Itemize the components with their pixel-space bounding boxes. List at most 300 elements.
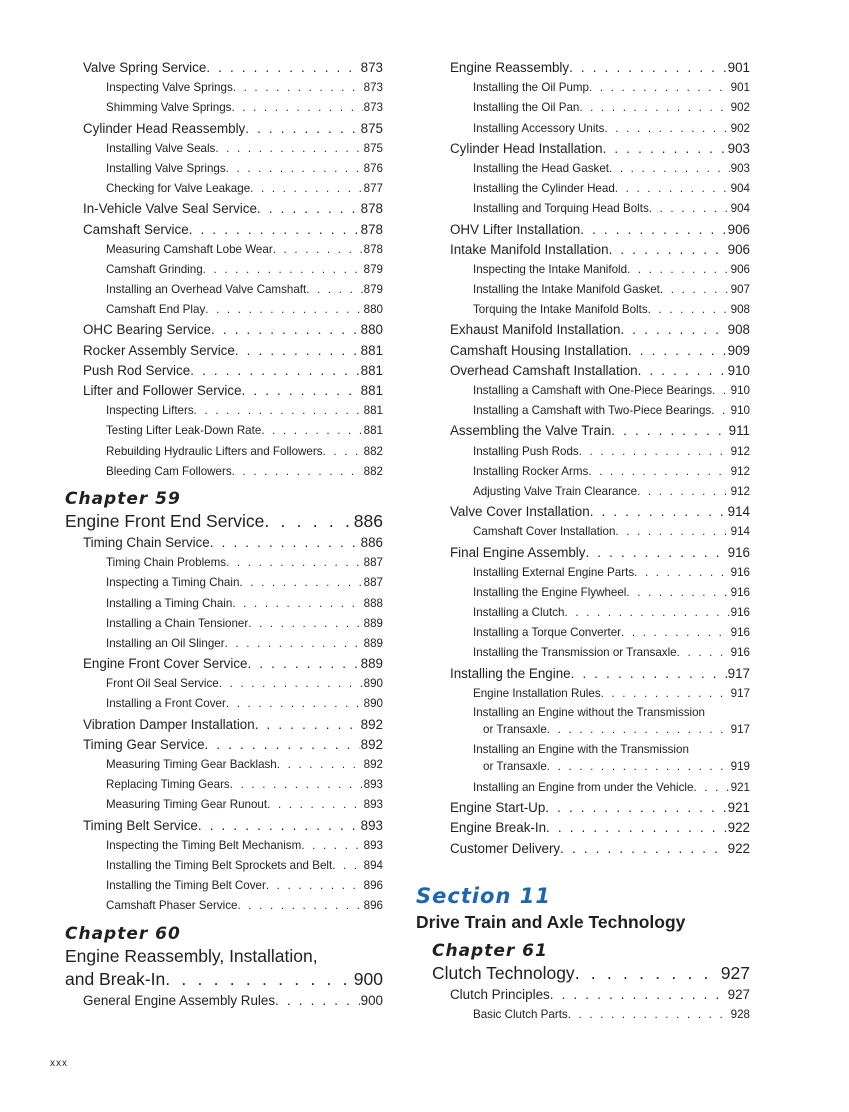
page-number: 906: [730, 262, 750, 276]
entry-title: Installing the Cylinder Head: [473, 182, 615, 196]
dot-leader: [301, 836, 362, 856]
entry-title: Installing a Timing Chain: [106, 596, 233, 610]
entry-title: Inspecting Valve Springs: [106, 81, 233, 95]
entry-title: Timing Chain Problems: [106, 556, 227, 570]
toc-entry[interactable]: [65, 341, 383, 361]
toc-entry[interactable]: [65, 816, 383, 836]
toc-entry[interactable]: [416, 818, 750, 838]
entry-title: Final Engine Assembly: [450, 544, 586, 560]
page-number: 912: [730, 464, 750, 478]
dot-leader: [571, 664, 727, 684]
toc-subentry[interactable]: [65, 462, 383, 482]
toc-entry[interactable]: [65, 533, 383, 553]
dot-leader: [189, 220, 360, 240]
toc-subentry[interactable]: [416, 199, 750, 219]
dot-leader: [210, 533, 360, 553]
page-number: 889: [363, 636, 383, 650]
dot-leader: [266, 876, 363, 896]
dot-leader: [248, 614, 362, 634]
page-number: 912: [730, 444, 750, 458]
toc-subentry[interactable]: [416, 280, 750, 300]
entry-title: Valve Spring Service: [83, 60, 207, 75]
page-number: 910: [730, 404, 750, 418]
entry-title: Torquing the Intake Manifold Bolts: [473, 303, 648, 317]
entry-title: Push Rod Service: [83, 362, 191, 378]
page-number: 900: [353, 968, 383, 989]
entry-title: Measuring Camshaft Lobe Wear: [106, 242, 273, 256]
toc-entry[interactable]: [416, 798, 750, 818]
dot-leader: [205, 300, 362, 320]
dot-leader: [546, 818, 727, 838]
page-number: 893: [363, 838, 383, 852]
dot-leader: [660, 280, 730, 300]
toc-subentry[interactable]: [416, 381, 750, 401]
entry-title: Customer Delivery: [450, 840, 561, 856]
dot-leader: [273, 240, 363, 260]
dot-leader: [264, 510, 352, 533]
toc-list: [65, 991, 383, 1011]
entry-title: Rebuilding Hydraulic Lifters and Followers: [106, 444, 323, 458]
page-number: 916: [730, 565, 750, 579]
entry-title: OHC Bearing Service: [83, 322, 212, 338]
toc-entry[interactable]: [65, 119, 383, 139]
entry-title: Valve Cover Installation: [450, 504, 590, 520]
toc-subentry[interactable]: [416, 1005, 750, 1025]
dot-leader: [711, 401, 729, 421]
toc-subentry[interactable]: [65, 300, 383, 320]
page-number: 892: [360, 716, 383, 732]
dot-leader: [230, 775, 363, 795]
toc-subentry[interactable]: [65, 674, 383, 694]
page-number: 873: [363, 101, 383, 115]
page-number: 892: [360, 736, 383, 752]
page-number: 878: [360, 221, 383, 237]
entry-title: Installing the Timing Belt Sprockets and Belt: [106, 858, 333, 872]
page-number: 906: [727, 241, 750, 257]
entry-title: Installing and Torquing Head Bolts: [473, 202, 649, 216]
page-number: 889: [360, 656, 383, 672]
toc-list: [416, 58, 750, 859]
dot-leader: [648, 300, 730, 320]
entry-title-continuation-row: [473, 758, 750, 776]
toc-subentry[interactable]: [416, 98, 750, 118]
toc-entry[interactable]: [416, 220, 750, 240]
toc-subentry[interactable]: [416, 741, 750, 778]
page-folio: xxx: [50, 1058, 68, 1069]
toc-entry[interactable]: [65, 58, 383, 78]
toc-subentry[interactable]: [65, 260, 383, 280]
page-number: 916: [730, 606, 750, 620]
toc-left-column: [65, 58, 383, 1011]
page-number: 890: [363, 697, 383, 711]
page-number: 917: [730, 723, 750, 736]
dot-leader: [589, 78, 730, 98]
entry-title-continuation: or Transaxle: [483, 760, 547, 773]
entry-title: Installing the Oil Pump: [473, 81, 589, 95]
entry-title: Camshaft Service: [83, 221, 189, 237]
page-number: 901: [730, 81, 750, 95]
toc-subentry[interactable]: [65, 694, 383, 714]
dot-leader: [603, 139, 727, 159]
toc-subentry[interactable]: [416, 442, 750, 462]
toc-entry[interactable]: [416, 240, 750, 260]
entry-title: Timing Belt Service: [83, 817, 198, 833]
section-11-title: Drive Train and Axle Technology: [416, 911, 686, 932]
page-number: 907: [730, 283, 750, 297]
entry-title: Installing a Chain Tensioner: [106, 616, 249, 630]
page-number: 881: [360, 383, 383, 398]
toc-subentry[interactable]: [65, 442, 383, 462]
dot-leader: [232, 462, 363, 482]
entry-title: Installing the Timing Belt Cover: [106, 879, 266, 893]
dot-leader: [257, 199, 360, 219]
entry-title: Installing the Intake Manifold Gasket: [473, 283, 660, 297]
dot-leader: [547, 721, 730, 739]
dot-leader: [225, 634, 363, 654]
dot-leader: [235, 341, 360, 361]
entry-title: Basic Clutch Parts: [473, 1007, 568, 1021]
page-number: 879: [363, 262, 383, 276]
toc-subentry[interactable]: [416, 603, 750, 623]
entry-title: In-Vehicle Valve Seal Service: [83, 201, 257, 217]
dot-leader: [565, 603, 730, 623]
entry-title-continuation-row: [473, 721, 750, 739]
toc-subentry[interactable]: [416, 401, 750, 421]
toc-entry[interactable]: [65, 320, 383, 340]
toc-subentry[interactable]: [416, 300, 750, 320]
entry-title: Bleeding Cam Followers: [106, 464, 232, 478]
toc-subentry[interactable]: [416, 78, 750, 98]
chapter-60-title-line1: Engine Reassembly, Installation,: [65, 945, 318, 966]
entry-title: Timing Gear Service: [83, 736, 205, 752]
chapter-61-title-entry[interactable]: [416, 962, 750, 985]
entry-title: Camshaft Housing Installation: [450, 342, 628, 358]
dot-leader: [637, 482, 730, 502]
entry-title: Exhaust Manifold Installation: [450, 322, 621, 338]
entry-title: Inspecting Lifters: [106, 404, 194, 418]
page-number: 873: [363, 81, 383, 95]
entry-title: Assembling the Valve Train: [450, 423, 612, 439]
toc-subentry[interactable]: [416, 623, 750, 643]
dot-leader: [621, 623, 730, 643]
page-number: 886: [353, 510, 383, 531]
page-number: 881: [360, 362, 383, 378]
entry-title: Installing the Engine: [450, 665, 571, 681]
page-number: 906: [727, 221, 750, 237]
toc-subentry[interactable]: [65, 573, 383, 593]
dot-leader: [712, 381, 730, 401]
dot-leader: [609, 240, 727, 260]
dot-leader: [211, 320, 360, 340]
toc-entry[interactable]: [416, 664, 750, 684]
toc-entry[interactable]: [65, 199, 383, 219]
page-number: 879: [363, 283, 383, 297]
toc-subentry[interactable]: [65, 78, 383, 98]
toc-subentry[interactable]: [65, 775, 383, 795]
dot-leader: [547, 758, 730, 776]
page-number: 886: [360, 534, 383, 550]
entry-title: General Engine Assembly Rules: [83, 992, 276, 1008]
chapter-60-title-entry[interactable]: [65, 968, 383, 991]
page-number: 928: [730, 1007, 750, 1021]
entry-title: Inspecting a Timing Chain: [106, 576, 240, 590]
page-number: 927: [727, 986, 750, 1002]
toc-subentry[interactable]: [416, 522, 750, 542]
page-number: 878: [363, 242, 383, 256]
dot-leader: [649, 199, 730, 219]
toc-subentry[interactable]: [416, 179, 750, 199]
chapter-title: Clutch Technology: [432, 962, 575, 983]
toc-subentry[interactable]: [416, 643, 750, 663]
page-number: 922: [727, 820, 750, 836]
entry-title: Engine Start-Up: [450, 800, 546, 816]
entry-title: Installing Valve Springs: [106, 161, 226, 175]
dot-leader: [194, 401, 363, 421]
dot-leader: [190, 361, 359, 381]
entry-title: Clutch Principles: [450, 986, 550, 1002]
chapter-title: Engine Front End Service: [65, 510, 265, 531]
entry-title: Engine Reassembly: [450, 60, 570, 75]
entry-title: Installing the Head Gasket: [473, 161, 609, 175]
toc-subentry[interactable]: [65, 614, 383, 634]
dot-leader: [275, 991, 360, 1011]
page-number: 875: [360, 120, 383, 136]
dot-leader: [604, 119, 729, 139]
dot-leader: [203, 260, 363, 280]
entry-title: Installing Valve Seals: [106, 141, 216, 155]
dot-leader: [267, 795, 363, 815]
dot-leader: [627, 260, 730, 280]
page-number: 896: [363, 879, 383, 893]
toc-subentry[interactable]: [65, 139, 383, 159]
page-number: 873: [360, 60, 383, 75]
page-number: 881: [363, 424, 383, 438]
toc-subentry[interactable]: [65, 98, 383, 118]
toc-subentry[interactable]: [416, 778, 750, 798]
entry-title: Cylinder Head Reassembly: [83, 120, 246, 136]
toc-subentry[interactable]: [416, 563, 750, 583]
toc-entry[interactable]: [65, 654, 383, 674]
page-number: 921: [727, 800, 750, 816]
toc-subentry[interactable]: [416, 260, 750, 280]
dot-leader: [247, 654, 359, 674]
dot-leader: [233, 78, 363, 98]
toc-entry[interactable]: [416, 139, 750, 159]
entry-title: Measuring Timing Gear Backlash: [106, 758, 277, 771]
toc-entry[interactable]: [65, 381, 383, 401]
toc-subentry[interactable]: [65, 421, 383, 441]
toc-list: [65, 533, 383, 917]
entry-title: Camshaft Phaser Service: [106, 899, 238, 913]
toc-entry[interactable]: [416, 341, 750, 361]
toc-subentry[interactable]: [65, 240, 383, 260]
toc-entry[interactable]: [416, 320, 750, 340]
toc-subentry[interactable]: [416, 119, 750, 139]
toc-subentry[interactable]: [65, 876, 383, 896]
page-number: 917: [727, 665, 750, 681]
page-number: 903: [727, 140, 750, 156]
page-number: 917: [730, 686, 750, 700]
entry-title: Inspecting the Timing Belt Mechanism: [106, 838, 302, 852]
dot-leader: [580, 220, 726, 240]
toc-subentry[interactable]: [65, 856, 383, 876]
toc-subentry[interactable]: [416, 159, 750, 179]
page-number: 893: [363, 778, 383, 792]
dot-leader: [261, 421, 362, 441]
entry-title: Installing Accessory Units: [473, 121, 605, 135]
entry-title: Installing the Engine Flywheel: [473, 585, 627, 599]
page-number: 880: [363, 303, 383, 317]
dot-leader: [569, 58, 727, 78]
toc-entry[interactable]: [65, 361, 383, 381]
dot-leader: [219, 674, 363, 694]
toc-subentry[interactable]: [65, 401, 383, 421]
toc-subentry[interactable]: [416, 583, 750, 603]
toc-subentry[interactable]: [416, 462, 750, 482]
entry-title: Shimming Valve Springs: [106, 101, 232, 115]
dot-leader: [626, 583, 729, 603]
dot-leader: [231, 98, 362, 118]
dot-leader: [323, 442, 363, 462]
page-number: 890: [363, 677, 383, 691]
toc-subentry[interactable]: [65, 755, 383, 775]
entry-title: Installing Rocker Arms: [473, 464, 589, 478]
entry-title: Overhead Camshaft Installation: [450, 362, 638, 378]
page-number: 916: [727, 544, 750, 560]
page-number: 908: [727, 322, 750, 338]
page-number: 887: [363, 556, 383, 570]
entry-title: Checking for Valve Leakage: [106, 182, 251, 196]
entry-title: Inspecting the Intake Manifold: [473, 262, 628, 276]
dot-leader: [226, 553, 363, 573]
entry-title: Timing Chain Service: [83, 534, 210, 550]
toc-subentry[interactable]: [65, 594, 383, 614]
page-number: 919: [730, 760, 750, 773]
entry-title: Camshaft End Play: [106, 303, 206, 317]
toc-entry[interactable]: [416, 543, 750, 563]
dot-leader: [615, 179, 730, 199]
entry-title: Installing an Engine without the Transmission: [473, 706, 706, 719]
toc-subentry[interactable]: [65, 634, 383, 654]
toc-subentry[interactable]: [65, 159, 383, 179]
toc-entry[interactable]: [65, 735, 383, 755]
dot-leader: [585, 543, 726, 563]
page-number: 904: [730, 202, 750, 216]
toc-subentry[interactable]: [65, 795, 383, 815]
page-number: 916: [730, 626, 750, 640]
toc-entry[interactable]: [416, 421, 750, 441]
page-number: 882: [363, 464, 383, 478]
toc-entry[interactable]: [416, 361, 750, 381]
page-number: 914: [730, 525, 750, 539]
entry-title: Installing a Camshaft with One-Piece Bearings: [473, 384, 713, 397]
dot-leader: [560, 839, 727, 859]
page-number: 916: [730, 585, 750, 599]
entry-title: Installing a Clutch: [473, 606, 565, 620]
dot-leader: [226, 694, 363, 714]
toc-entry[interactable]: [416, 839, 750, 859]
dot-leader: [277, 755, 363, 775]
section-11-label: Section 11: [416, 883, 551, 908]
page-number: 900: [360, 992, 383, 1008]
entry-title: Installing a Torque Converter: [473, 626, 622, 640]
entry-title: Installing an Engine from under the Vehicle: [473, 781, 694, 794]
dot-leader: [215, 139, 362, 159]
chapter-61-label: Chapter 61: [432, 940, 548, 961]
dot-leader: [232, 594, 362, 614]
toc-subentry[interactable]: [65, 179, 383, 199]
entry-title: Testing Lifter Leak-Down Rate: [106, 424, 262, 438]
entry-title: Cylinder Head Installation: [450, 140, 603, 156]
toc-subentry[interactable]: [65, 280, 383, 300]
page-number: 908: [730, 303, 750, 317]
page-number: 922: [727, 840, 750, 856]
toc-subentry[interactable]: [416, 684, 750, 704]
dot-leader: [332, 856, 362, 876]
page-number: 881: [360, 342, 383, 358]
dot-leader: [568, 1005, 730, 1025]
entry-title: Vibration Damper Installation: [83, 716, 255, 732]
toc-list: [416, 985, 750, 1025]
entry-title: Engine Front Cover Service: [83, 656, 248, 672]
page-number: 877: [363, 182, 383, 196]
dot-leader: [677, 643, 730, 663]
toc-subentry[interactable]: [416, 704, 750, 741]
entry-title: Measuring Timing Gear Runout: [106, 798, 268, 812]
toc-entry[interactable]: [65, 220, 383, 240]
page-number: 881: [363, 404, 383, 418]
page-number: 901: [727, 60, 750, 75]
page-number: 888: [363, 596, 383, 610]
page-number: 914: [727, 504, 750, 520]
dot-leader: [206, 58, 359, 78]
toc-entry[interactable]: [416, 58, 750, 78]
chapter-59-title-entry[interactable]: [65, 510, 383, 533]
page-number: 876: [363, 161, 383, 175]
page-number: 916: [730, 646, 750, 660]
toc-subentry[interactable]: [65, 553, 383, 573]
entry-title: Installing an Overhead Valve Camshaft: [106, 283, 307, 297]
dot-leader: [237, 896, 362, 916]
page-number: 889: [363, 616, 383, 630]
dot-leader: [255, 715, 360, 735]
dot-leader: [250, 179, 363, 199]
page-number: 909: [727, 342, 750, 358]
toc-entry[interactable]: [416, 985, 750, 1005]
dot-leader: [588, 462, 729, 482]
toc-entry[interactable]: [65, 715, 383, 735]
dot-leader: [638, 361, 727, 381]
entry-title-continuation: or Transaxle: [483, 723, 547, 736]
dot-leader: [634, 563, 730, 583]
toc-entry[interactable]: [416, 502, 750, 522]
toc-subentry[interactable]: [65, 896, 383, 916]
entry-title: Installing the Oil Pan: [473, 101, 580, 115]
toc-subentry[interactable]: [416, 482, 750, 502]
chapter-60-label: Chapter 60: [65, 923, 181, 944]
toc-subentry[interactable]: [65, 836, 383, 856]
dot-leader: [579, 442, 730, 462]
toc-entry[interactable]: [65, 991, 383, 1011]
dot-leader: [601, 684, 730, 704]
entry-title: Adjusting Valve Train Clearance: [473, 484, 638, 498]
entry-title: Front Oil Seal Service: [106, 677, 219, 691]
page-number: 927: [720, 962, 750, 983]
dot-leader: [590, 502, 727, 522]
dot-leader: [205, 735, 360, 755]
dot-leader: [226, 159, 363, 179]
entry-title: Camshaft Cover Installation: [473, 525, 616, 539]
